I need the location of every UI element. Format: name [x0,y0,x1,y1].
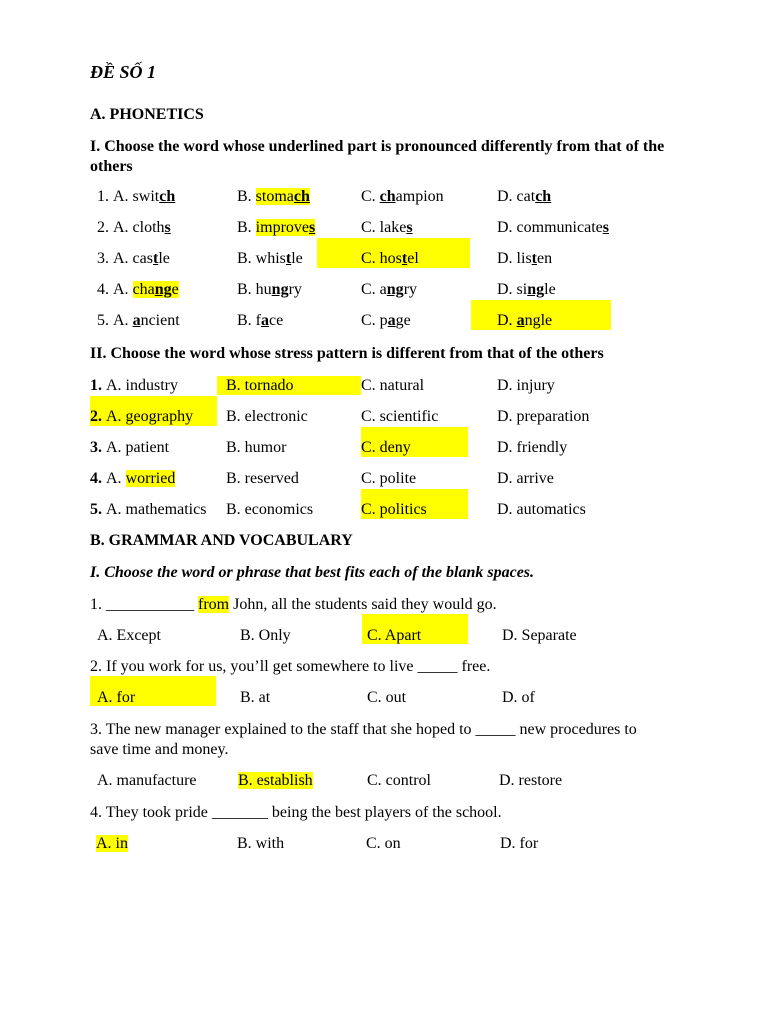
option-b: B. improves [237,219,316,236]
option-c: C. control [367,772,431,789]
question-number: 3. [90,439,102,456]
option-a: A. for [97,689,136,706]
section-b-part1-heading: I. Choose the word or phrase that best fits each of the blank spaces. [90,564,535,581]
section-a-heading: A. PHONETICS [90,106,204,123]
section-b-heading: B. GRAMMAR AND VOCABULARY [90,532,353,549]
option-a: A. ancient [113,312,180,329]
option-c: C. on [366,835,401,852]
option-a: A. geography [106,408,194,425]
option-c: C. angry [361,281,418,298]
option-b: B. reserved [226,470,299,487]
option-c: C. hostel [361,250,419,267]
part2-heading: II. Choose the word whose stress pattern is different from that of the others [90,345,604,362]
option-d: D. listen [497,250,553,267]
option-d: D. of [502,689,535,706]
option-b: B. at [240,689,271,706]
option-d: D. single [497,281,556,298]
option-d: D. restore [499,772,563,789]
option-d: D. Separate [502,627,577,644]
option-a: A. Except [97,627,161,644]
part1-heading-cont: others [90,158,133,175]
question-number: 4. [90,470,102,487]
question-stem: 3. The new manager explained to the staff that she hoped to _____ new procedures to [90,721,637,738]
option-d: D. for [500,835,539,852]
question-stem-cont: save time and money. [90,741,229,758]
question-number: 1. [97,188,109,205]
question-stem: 1. ___________ from John, all the students said they would go. [90,596,497,613]
question-stem: 4. They took pride _______ being the best players of the school. [90,804,502,821]
option-d: D. communicates [497,219,609,236]
option-c: C. champion [361,188,444,205]
option-a: A. in [96,835,128,852]
page-title: ĐỀ SỐ 1 [90,62,157,82]
option-b: B. tornado [226,377,294,394]
option-b: B. whistle [237,250,303,267]
option-a: A. cloths [113,219,171,236]
option-b: B. with [237,835,285,852]
option-d: D. automatics [497,501,586,518]
option-d: D. angle [497,312,553,329]
question-stem: 2. If you work for us, you’ll get somewhere to live _____ free. [90,658,491,675]
option-c: C. deny [361,439,411,456]
option-b: B. establish [238,772,313,789]
option-c: C. natural [361,377,425,394]
option-c: C. politics [361,501,427,518]
option-d: D. arrive [497,470,554,487]
question-number: 1. [90,377,102,394]
option-a: A. patient [106,439,170,456]
question-number: 3. [97,250,109,267]
option-c: C. polite [361,470,417,487]
option-d: D. preparation [497,408,590,425]
option-d: D. injury [497,377,555,394]
option-c: C. page [361,312,411,329]
option-b: B. hungry [237,281,302,298]
question-number: 2. [97,219,109,236]
option-b: B. electronic [226,408,308,425]
option-d: D. friendly [497,439,568,456]
option-b: B. humor [226,439,287,456]
part1-heading: I. Choose the word whose underlined part is pronounced differently from that of the [90,138,665,155]
option-a: A. worried [106,470,176,487]
option-a: A. manufacture [97,772,197,789]
question-number: 4. [97,281,109,298]
question-number: 2. [90,408,102,425]
option-b: B. economics [226,501,314,518]
option-a: A. change [113,281,179,298]
question-number: 5. [90,501,102,518]
option-a: A. industry [106,377,178,394]
option-c: C. Apart [367,627,422,644]
option-b: B. stomach [237,188,310,205]
option-b: B. Only [240,627,291,644]
option-c: C. lakes [361,219,413,236]
option-a: A. mathematics [106,501,207,518]
option-c: C. scientific [361,408,439,425]
question-number: 5. [97,312,109,329]
option-b: B. face [237,312,284,329]
option-a: A. switch [113,188,176,205]
option-c: C. out [367,689,407,706]
option-a: A. castle [113,250,170,267]
option-d: D. catch [497,188,552,205]
